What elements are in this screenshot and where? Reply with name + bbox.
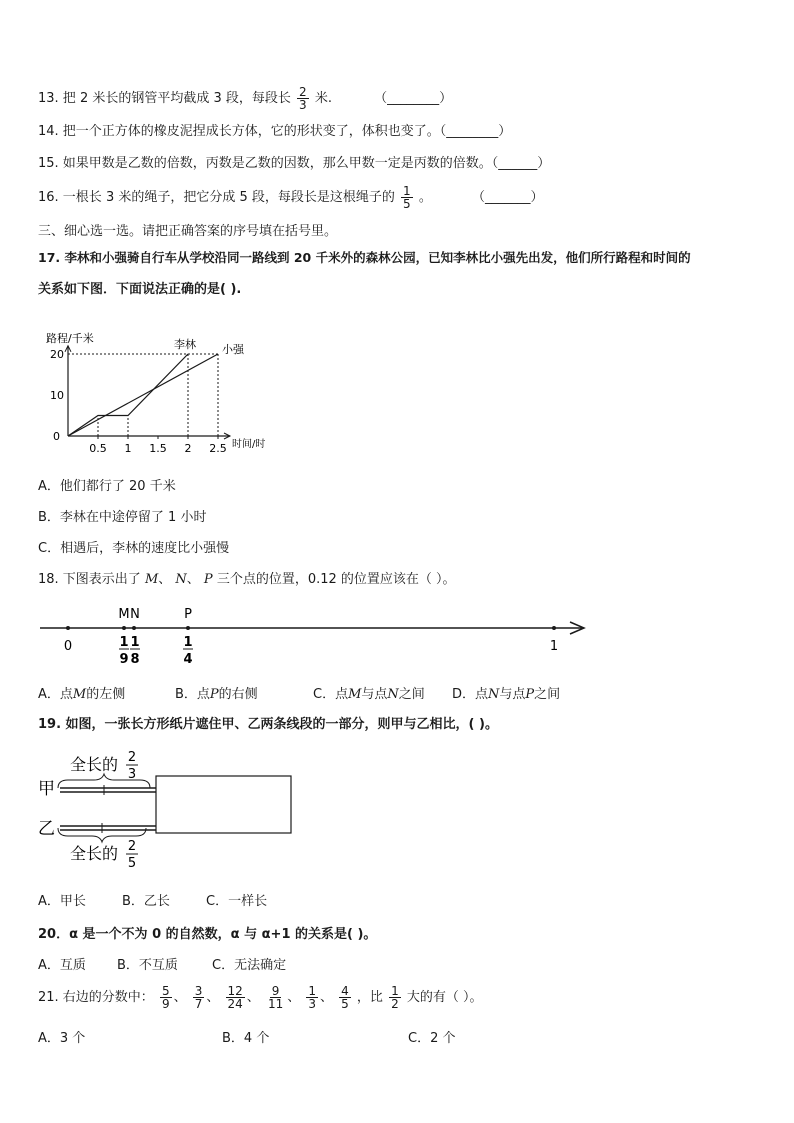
question-21: 21. 右边的分数中： $\frac{5}{9}$ 、 $\frac{3}{7}$ 、 $\frac{12}{24}$ 、 $\frac{9}{11}$ 、 $\frac{1}{3}$ 、 $\frac{4}{5}$ ，比 $\frac{1}{2}$ 大的有（ ）。 bbox=[38, 984, 483, 1011]
question-18: 18. 下图表示出了 M、 N、 P 三个点的位置，0.12 的位置应该在（ ）。 bbox=[38, 572, 456, 587]
x-tick-label: 2 bbox=[184, 442, 192, 455]
svg-text:2: 2 bbox=[127, 750, 137, 765]
q17-option-a[interactable]: A．他们都行了 20 千米 bbox=[38, 479, 176, 494]
q18-number-line bbox=[36, 600, 596, 670]
q21-frac-1: $\frac{5}{9}$ bbox=[161, 984, 170, 1011]
y-axis-label: 路程/千米 bbox=[46, 331, 94, 345]
q13-fraction: $\frac{2}{3}$ bbox=[299, 85, 307, 112]
x-axis-label: 时间/时 bbox=[232, 439, 266, 450]
q21-option-b[interactable]: B．4 个 bbox=[222, 1031, 270, 1046]
x-tick-label: 2.5 bbox=[209, 442, 227, 455]
x-tick-label: 1 bbox=[124, 442, 132, 455]
q18-option-c[interactable]: C．点M与点N之间 bbox=[313, 687, 425, 702]
q18-option-b[interactable]: B．点P的右侧 bbox=[175, 687, 258, 702]
q18-option-d[interactable]: D．点N与点P之间 bbox=[452, 687, 561, 702]
q21-option-c[interactable]: C．2 个 bbox=[408, 1031, 456, 1046]
nl-n-num: 1 bbox=[130, 635, 140, 650]
q13-answer-blank[interactable]: （________） bbox=[374, 91, 453, 106]
q20-option-b[interactable]: B．不互质 bbox=[117, 958, 178, 973]
q19-jia-label: 甲 bbox=[38, 779, 55, 799]
section-3-title: 三、细心选一选。请把正确答案的序号填在括号里。 bbox=[38, 224, 338, 239]
nl-n-den: 8 bbox=[130, 652, 140, 667]
q21-frac-3: $\frac{12}{24}$ bbox=[227, 984, 243, 1011]
nl-label-n: N bbox=[130, 607, 140, 622]
var-p: P bbox=[203, 572, 213, 587]
question-13 bbox=[38, 86, 452, 111]
origin-label: 0 bbox=[53, 430, 60, 443]
q21-frac-2: $\frac{3}{7}$ bbox=[194, 984, 203, 1011]
nl-m-num: 1 bbox=[119, 635, 129, 650]
q19-top-label: 全长的 bbox=[70, 755, 119, 774]
q16-period: 。 bbox=[418, 190, 432, 205]
series-label-0: 李林 bbox=[174, 338, 196, 351]
nl-m-den: 9 bbox=[119, 652, 129, 667]
q13-unit: 米. bbox=[314, 91, 332, 106]
q13-text: 13. 把 2 米长的钢管平均截成 3 段，每段长 bbox=[38, 91, 291, 106]
q21-frac-4: $\frac{9}{11}$ bbox=[267, 984, 284, 1011]
nl-label-p: P bbox=[184, 607, 192, 622]
q19-option-a[interactable]: A．甲长 bbox=[38, 894, 86, 909]
question-16 bbox=[38, 185, 543, 210]
q19-segment-figure bbox=[36, 746, 306, 871]
q21-half: $\frac{1}{2}$ bbox=[391, 984, 399, 1011]
paper-rectangle bbox=[156, 776, 291, 833]
q21-frac-5: $\frac{1}{3}$ bbox=[308, 984, 316, 1011]
y-tick-label: 20 bbox=[50, 348, 64, 361]
question-17-line1: 17. 李林和小强骑自行车从学校沿同一路线到 20 千米外的森林公园，已知李林比小强先出发，他们所行路程和时间的 bbox=[38, 250, 691, 265]
q16-answer-blank[interactable]: （_______） bbox=[471, 190, 544, 205]
svg-text:5: 5 bbox=[127, 856, 137, 871]
q20-option-a[interactable]: A．互质 bbox=[38, 958, 86, 973]
q18-option-a[interactable]: A．点M的左侧 bbox=[38, 687, 126, 702]
nl-p-den: 4 bbox=[183, 652, 193, 667]
q17-option-b[interactable]: B．李林在中途停留了 1 小时 bbox=[38, 510, 207, 525]
var-m: M bbox=[144, 572, 159, 587]
y-tick-label: 10 bbox=[50, 389, 64, 402]
nl-zero: 0 bbox=[63, 639, 73, 654]
question-15: 15. 如果甲数是乙数的倍数，丙数是乙数的因数，那么甲数一定是丙数的倍数。（______） bbox=[38, 156, 551, 171]
q16-fraction: $\frac{1}{5}$ bbox=[403, 184, 411, 211]
q20-option-c[interactable]: C．无法确定 bbox=[212, 958, 287, 973]
q19-bottom-label: 全长的 bbox=[70, 844, 119, 863]
x-tick-label: 1.5 bbox=[149, 442, 167, 455]
q17-distance-time-chart bbox=[36, 312, 286, 457]
series-label-1: 小强 bbox=[222, 343, 244, 356]
svg-text:2: 2 bbox=[127, 839, 137, 854]
x-tick-label: 0.5 bbox=[89, 442, 107, 455]
q21-frac-6: $\frac{4}{5}$ bbox=[341, 984, 349, 1011]
series-line-1 bbox=[68, 354, 218, 436]
svg-text:3: 3 bbox=[127, 767, 137, 782]
nl-one: 1 bbox=[549, 639, 559, 654]
question-20: 20．α 是一个不为 0 的自然数，α 与 α+1 的关系是( )。 bbox=[38, 927, 377, 942]
q17-option-c[interactable]: C．相遇后，李林的速度比小强慢 bbox=[38, 541, 230, 556]
nl-label-m: M bbox=[118, 607, 130, 622]
question-19: 19. 如图，一张长方形纸片遮住甲、乙两条线段的一部分，则甲与乙相比，( )。 bbox=[38, 717, 498, 732]
q19-option-c[interactable]: C．一样长 bbox=[206, 894, 268, 909]
q19-option-b[interactable]: B．乙长 bbox=[122, 894, 170, 909]
question-17-line2: 关系如下图．下面说法正确的是( ). bbox=[38, 282, 242, 297]
q16-text: 16. 一根长 3 米的绳子，把它分成 5 段，每段长是这根绳子的 bbox=[38, 190, 395, 205]
question-14: 14. 把一个正方体的橡皮泥捏成长方体，它的形状变了，体积也变了。（________） bbox=[38, 124, 512, 139]
q21-option-a[interactable]: A．3 个 bbox=[38, 1031, 86, 1046]
q19-yi-label: 乙 bbox=[38, 819, 55, 839]
nl-p-num: 1 bbox=[183, 635, 193, 650]
var-n: N bbox=[175, 572, 187, 587]
